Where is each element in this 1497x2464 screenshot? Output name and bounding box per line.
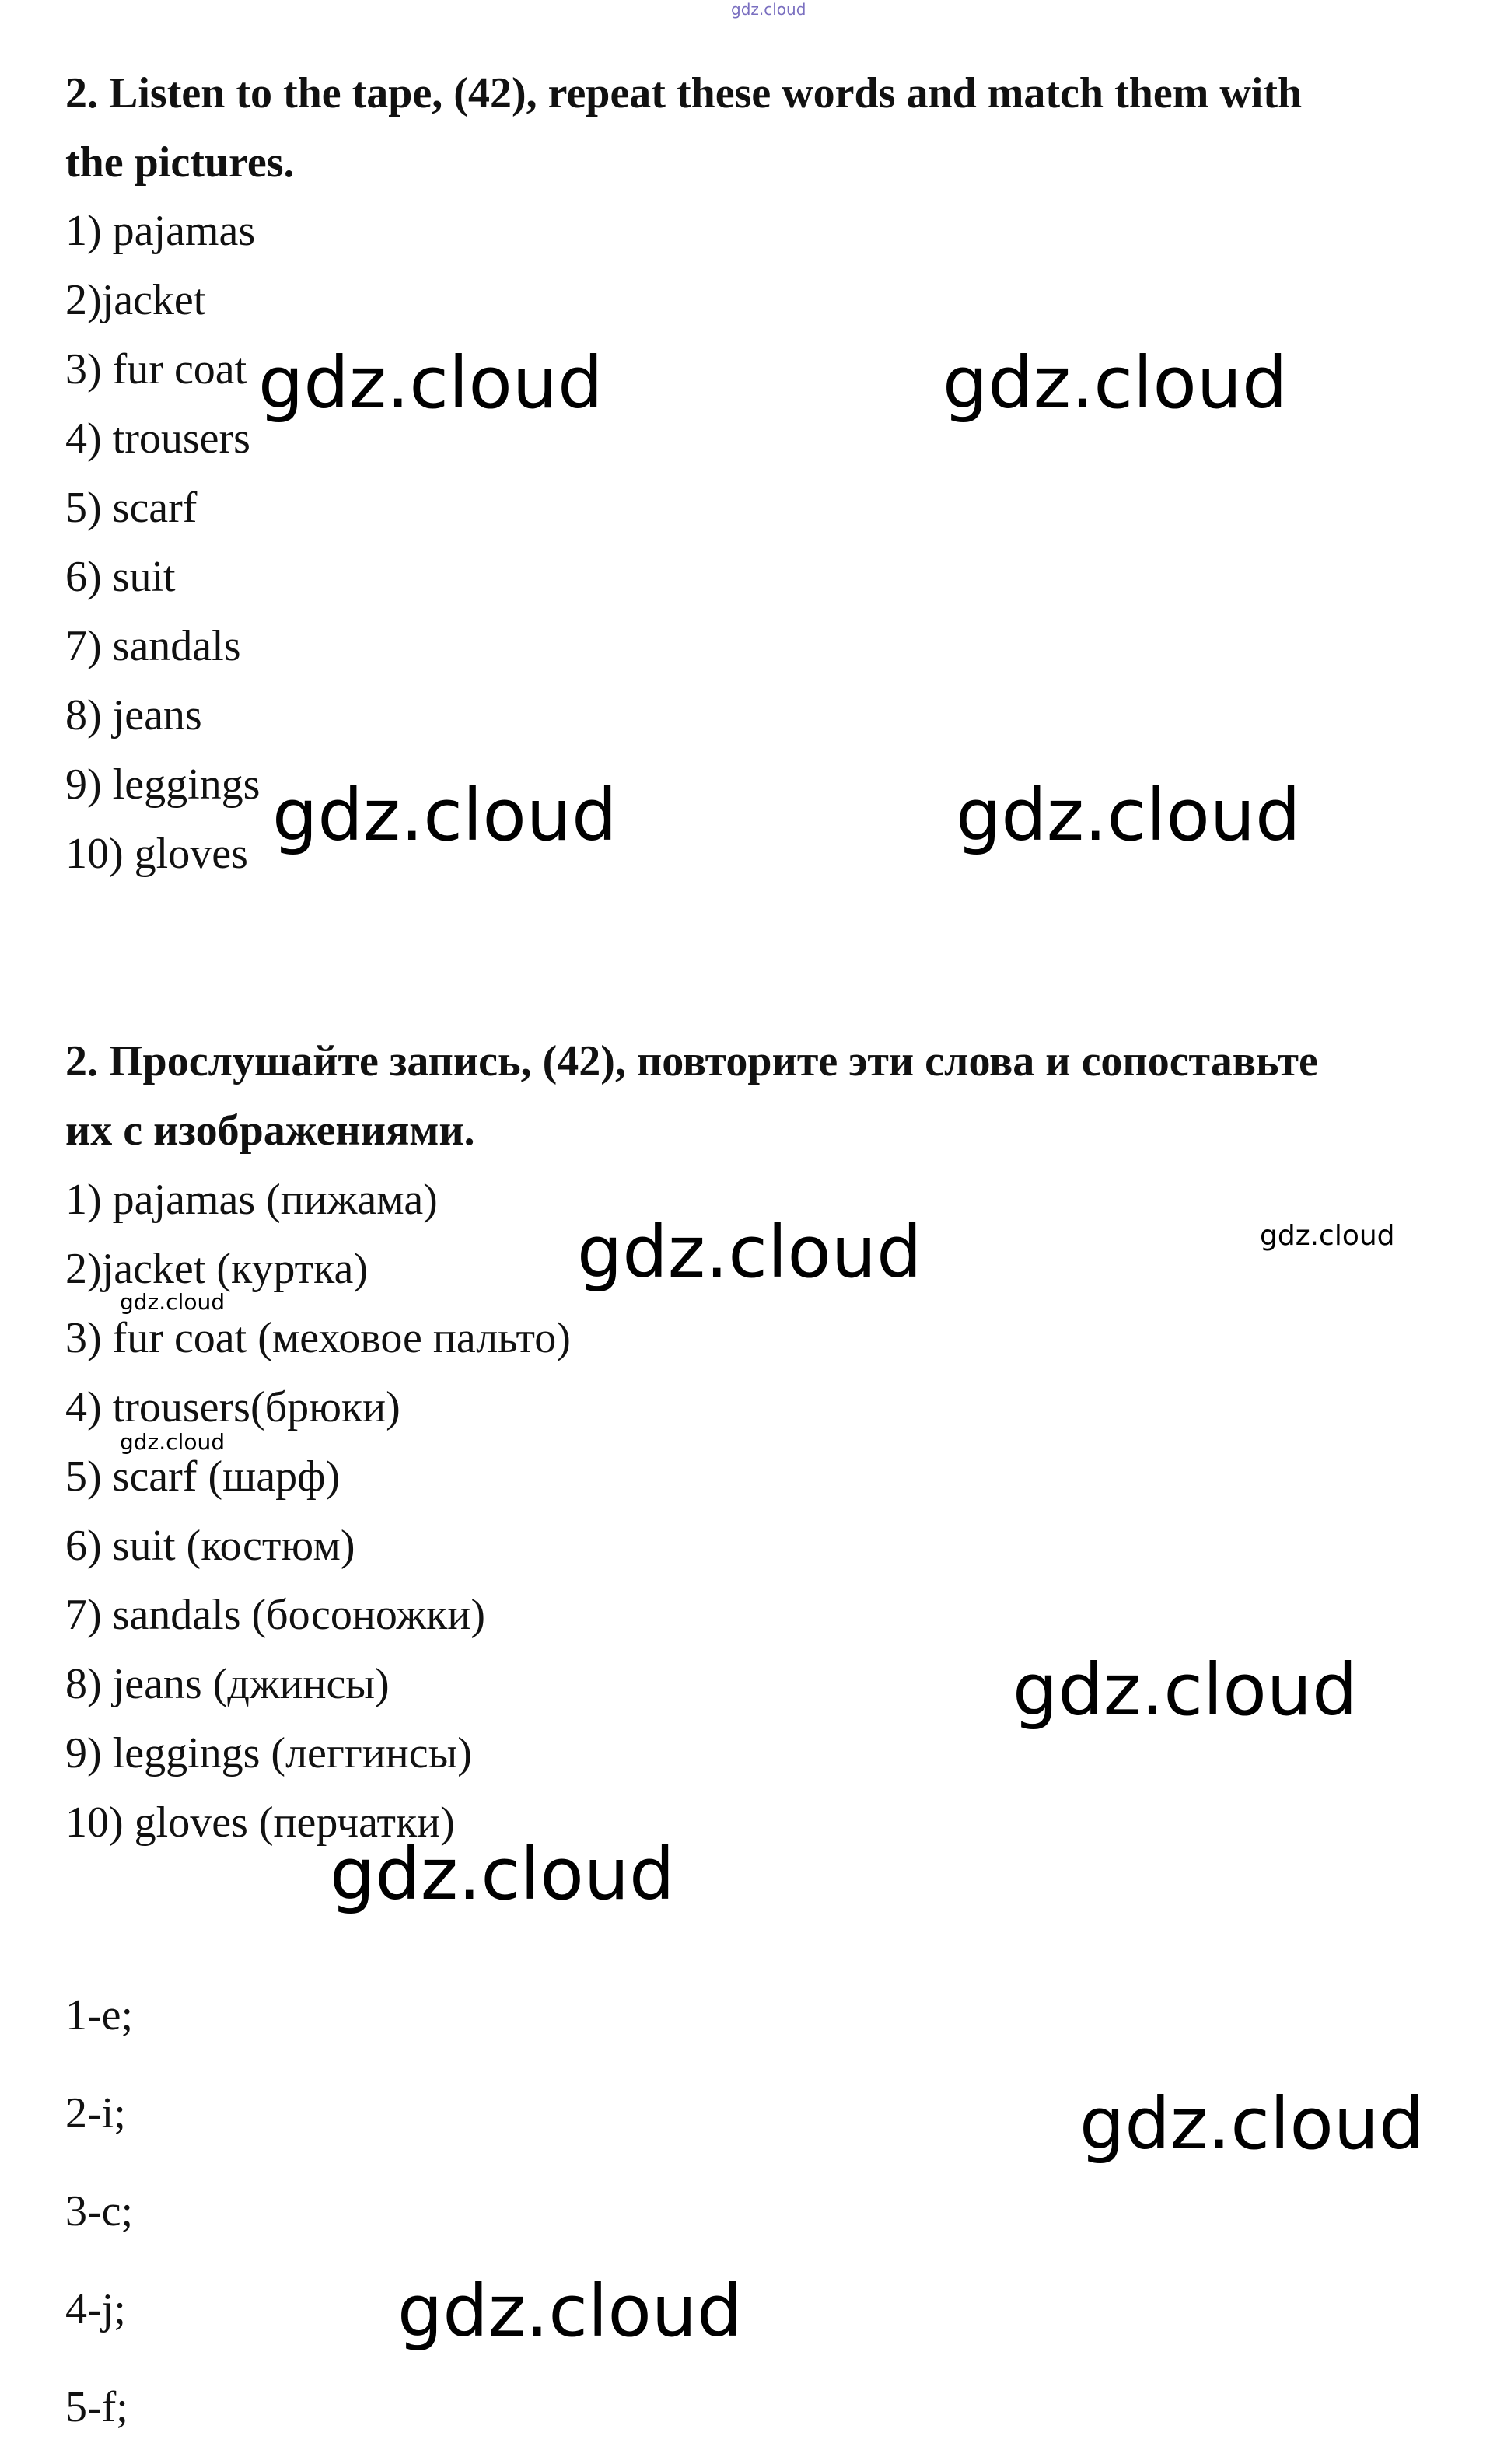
list-item-en: 5) scarf — [65, 484, 198, 532]
list-item-ru: 6) suit (костюм) — [65, 1522, 355, 1570]
list-item-en: 2)jacket — [65, 276, 206, 324]
watermark: gdz.cloud — [1079, 2082, 1425, 2165]
answer-item: 5-f; — [65, 2383, 128, 2431]
list-item-en: 9) leggings — [65, 760, 261, 809]
answer-item: 4-j; — [65, 2285, 126, 2333]
watermark: gdz.cloud — [1013, 1648, 1358, 1732]
answer-item: 2-i; — [65, 2089, 126, 2137]
list-item-ru: 4) trousers(брюки) — [65, 1383, 400, 1431]
list-item-en: 8) jeans — [65, 691, 202, 739]
watermark: gdz.cloud — [956, 774, 1301, 857]
watermark: gdz.cloud — [577, 1211, 922, 1294]
watermark: gdz.cloud — [397, 2270, 743, 2353]
top-watermark: gdz.cloud — [731, 0, 806, 19]
watermark: gdz.cloud — [943, 341, 1288, 425]
watermark: gdz.cloud — [1260, 1220, 1395, 1252]
answer-item: 3-c; — [65, 2187, 134, 2235]
list-item-en: 4) trousers — [65, 414, 250, 463]
list-item-en: 7) sandals — [65, 622, 241, 670]
list-item-en: 6) suit — [65, 553, 176, 601]
answer-item: 1-e; — [65, 1991, 134, 2039]
list-item-ru: 10) gloves (перчатки) — [65, 1798, 455, 1847]
list-item-ru: 5) scarf (шарф) — [65, 1452, 341, 1501]
watermark: gdz.cloud — [272, 774, 617, 857]
watermark: gdz.cloud — [258, 341, 603, 425]
list-item-en: 10) gloves — [65, 830, 248, 878]
list-item-ru: 1) pajamas (пижама) — [65, 1176, 438, 1224]
list-item-en: 1) pajamas — [65, 207, 256, 255]
watermark: gdz.cloud — [330, 1833, 675, 1916]
task-heading-ru-line1: 2. Прослушайте запись, (42), повторите эти слова и сопоставьте — [65, 1037, 1318, 1085]
task-heading-en-line2: the pictures. — [65, 138, 295, 187]
list-item-ru: 3) fur coat (меховое пальто) — [65, 1314, 571, 1362]
list-item-ru: 7) sandals (босоножки) — [65, 1591, 485, 1639]
list-item-ru: 8) jeans (джинсы) — [65, 1660, 390, 1708]
watermark: gdz.cloud — [120, 1429, 225, 1455]
list-item-ru: 9) leggings (леггинсы) — [65, 1729, 472, 1777]
task-heading-en-line1: 2. Listen to the tape, (42), repeat these words and match them with — [65, 69, 1303, 117]
list-item-ru: 2)jacket (куртка) — [65, 1245, 368, 1293]
watermark: gdz.cloud — [120, 1289, 225, 1315]
task-heading-ru-line2: их с изображениями. — [65, 1106, 475, 1155]
list-item-en: 3) fur coat — [65, 345, 247, 393]
